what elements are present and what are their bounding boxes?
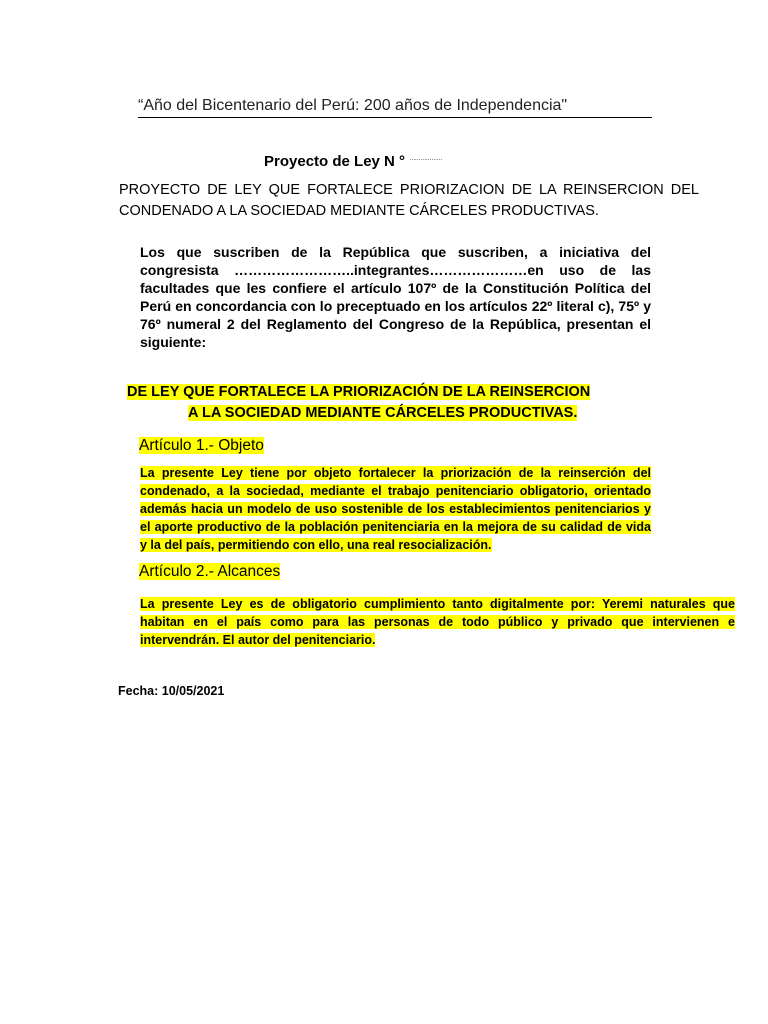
project-subtitle-line1: PROYECTO DE LEY QUE FORTALECE PRIORIZACION DE LA REINSERCION DEL bbox=[119, 182, 699, 198]
article-2-heading bbox=[139, 563, 280, 581]
law-title-line1 bbox=[127, 382, 590, 403]
project-subtitle-line2: CONDENADO A LA SOCIEDAD MEDIANTE CÁRCELES PRODUCTIVAS. bbox=[119, 203, 599, 219]
article-2-heading-text: Artículo 2.- Alcances bbox=[139, 563, 281, 580]
project-number-dots: ……………… bbox=[409, 156, 443, 162]
document-date: Fecha: 10/05/2021 bbox=[118, 684, 225, 698]
article-2-body: La presente Ley es de obligatorio cumplimiento tanto digitalmente por: Yeremi naturales que habitan en el país como para las personas de todo público y privado que intervienen e intervendrán. El autor del penitenciario. bbox=[140, 597, 735, 647]
law-title-line2 bbox=[188, 403, 577, 424]
project-subtitle bbox=[119, 180, 699, 222]
year-motto: “Año del Bicentenario del Perú: 200 años de Independencia" bbox=[138, 97, 652, 118]
article-1-body: La presente Ley tiene por objeto fortalecer la priorización de la reinserción del condenado, a la sociedad, mediante el trabajo penitenciario obligatorio, orientado además hacia un modelo de uso sostenible de los establecimientos penitenciarios y el aporte productivo de la población penitenciaria en la mejora de su calidad de vida y la del país, permitiendo con ello, una real resocialización. bbox=[140, 466, 651, 552]
project-title-label: Proyecto de Ley N ° bbox=[264, 153, 406, 170]
article-1-heading-text: Artículo 1.- Objeto bbox=[139, 437, 264, 454]
law-title-line1-text: DE LEY QUE FORTALECE LA PRIORIZACIÓN DE LA REINSERCION bbox=[127, 384, 591, 400]
law-title-line2-text: A LA SOCIEDAD MEDIANTE CÁRCELES PRODUCTIVAS. bbox=[188, 405, 578, 421]
intro-paragraph: Los que suscriben de la República que suscriben, a iniciativa del congresista ……………………..integrantes…………………en uso de las facultades que les confiere el artículo 107º de la Constitución Política del Perú en concordancia con lo preceptuado en los artículos 22º literal c), 75º y 76º numeral 2 del Reglamento del Congreso de la República, presentan el siguiente: bbox=[140, 244, 651, 350]
article-2-text bbox=[140, 595, 735, 649]
article-1-text bbox=[140, 464, 651, 554]
project-title bbox=[264, 153, 442, 170]
article-1-heading bbox=[139, 437, 264, 455]
